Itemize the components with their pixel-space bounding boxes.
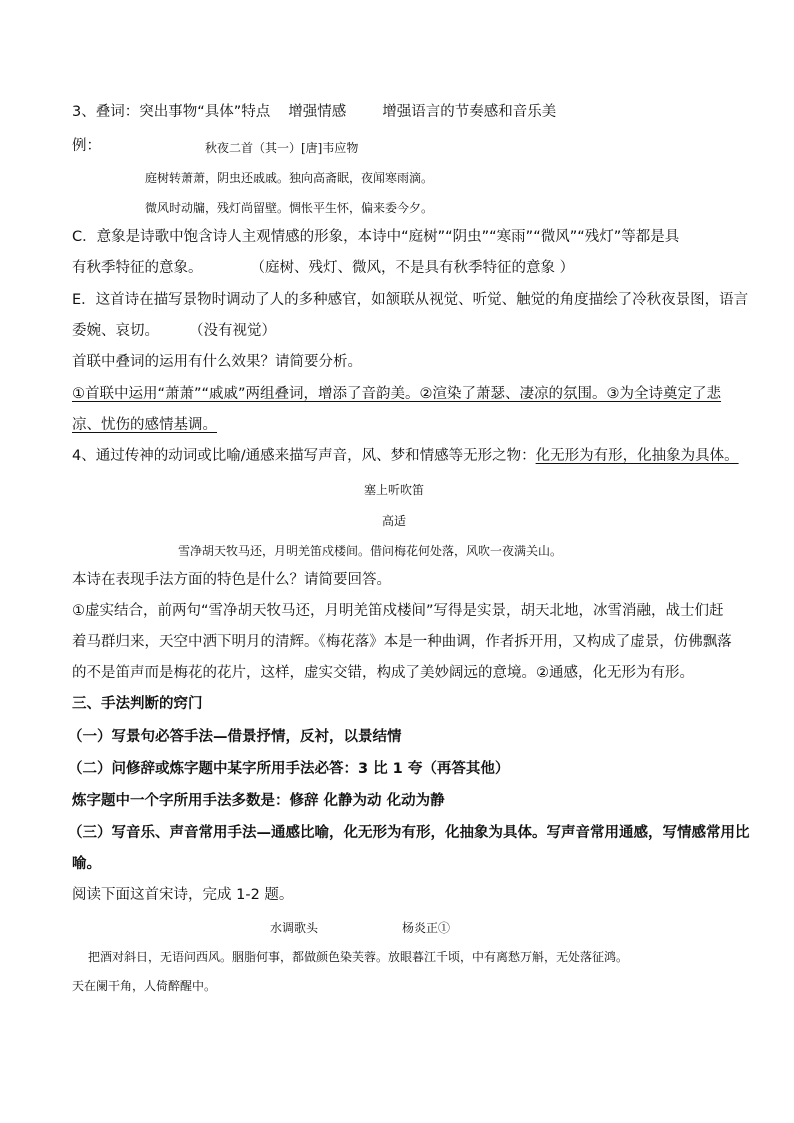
sec4-underlined: 化无形为有形，化抽象为具体。 — [535, 448, 739, 464]
answer-2-line1: ①虚实结合，前两句“雪净胡天牧马还，月明羌笛戍楼间”写得是实景，胡天北地，冰雪消融，战士们赶 — [72, 603, 724, 619]
question-1: 首联中叠词的运用有什么效果？请简要分析。 — [72, 354, 362, 370]
section-3-heading — [72, 102, 556, 122]
answer-1-line2: 凉、忧伤的感情基调。 — [72, 417, 217, 433]
rule-2: （二）问修辞或炼字题中某字所用手法必答：3 比 1 夸（再答其他） — [68, 761, 510, 777]
poem2-title: 塞上听吹笛 — [364, 483, 425, 497]
answer-1-line1: ①首联中运用“萧萧”“戚戚”两组叠词，增添了音韵美。②渲染了萧瑟、凄凉的氛围。③为全诗奠定了悲 — [72, 386, 722, 402]
option-c-note: （庭树、残灯、微风，不是具有秋季特征的意象 ） — [250, 260, 575, 276]
part-3-heading: 三、手法判断的窍门 — [72, 696, 203, 712]
sec3-point2: 增强情感 — [288, 104, 347, 120]
sec3-point3: 增强语言的节奏感和音乐美 — [382, 104, 557, 120]
option-e-line1: E．这首诗在描写景物时调动了人的多种感官，如颔联从视觉、听觉、触觉的角度描绘了冷秋夜景图，语言 — [72, 292, 749, 308]
example-label: 例： — [72, 138, 101, 154]
option-c-text: 有秋季特征的意象。 — [72, 260, 203, 276]
poem2-text: 雪净胡天牧马还，月明羌笛戍楼间。借问梅花何处落，风吹一夜满关山。 — [178, 544, 563, 558]
option-e-text: 委婉、哀切。 — [72, 323, 159, 339]
option-e-line2 — [72, 321, 276, 341]
poem3-author: 杨炎正① — [402, 921, 451, 935]
sec3-prefix: 3、叠词：突出事物“具体”特点 — [72, 104, 271, 120]
poem3-line1: 把酒对斜日，无语问西风。胭脂何事，都做颜色染芙蓉。放眼暮江千顷，中有离愁万斛，无处落征鸿。 — [88, 950, 629, 964]
rule-1: （一）写景句必答手法—借景抒情，反衬，以景结情 — [68, 729, 402, 745]
option-e-note: （没有视觉） — [189, 323, 276, 339]
poem1-line1: 庭树转萧萧，阴虫还戚戚。独向高斋眠，夜闻寒雨滴。 — [145, 171, 434, 185]
option-c-line2 — [72, 258, 574, 278]
question-2: 本诗在表现手法方面的特色是什么？请简要回答。 — [72, 572, 391, 588]
poem1-line2: 微风时动牖，残灯尚留壁。惆怅平生怀，偏来委今夕。 — [145, 201, 434, 215]
sec4-text: 4、通过传神的动词或比喻/通感来描写声音，风、梦和情感等无形之物： — [72, 448, 536, 464]
reading-instruction: 阅读下面这首宋诗，完成 1-2 题。 — [72, 887, 294, 903]
answer-2-line3: 的不是笛声而是梅花的花片，这样，虚实交错，构成了美妙阔远的意境。②通感，化无形为有形。 — [72, 665, 694, 681]
section-4-heading — [72, 446, 739, 466]
poem3-title: 水调歌头 — [270, 921, 319, 935]
rule-3: 炼字题中一个字所用手法多数是：修辞 化静为动 化动为静 — [72, 793, 445, 809]
option-c-line1: C．意象是诗歌中饱含诗人主观情感的形象，本诗中“庭树”“阴虫”“寒雨”“微风”“残灯”等都是具 — [72, 229, 680, 245]
rule-4-line2: 喻。 — [72, 856, 101, 872]
poem3-line2: 天在阑干角，人倚醉醒中。 — [72, 979, 217, 993]
poem2-author: 高适 — [382, 514, 407, 528]
poem1-title: 秋夜二首（其一）[唐]韦应物 — [205, 141, 359, 155]
rule-4-line1: （三）写音乐、声音常用手法—通感比喻，化无形为有形，化抽象为具体。写声音常用通感，写情感常用比 — [68, 825, 750, 841]
answer-2-line2: 着马群归来，天空中洒下明月的清辉。《梅花落》本是一种曲调，作者拆开用，又构成了虚景，仿佛飘落 — [72, 634, 732, 650]
